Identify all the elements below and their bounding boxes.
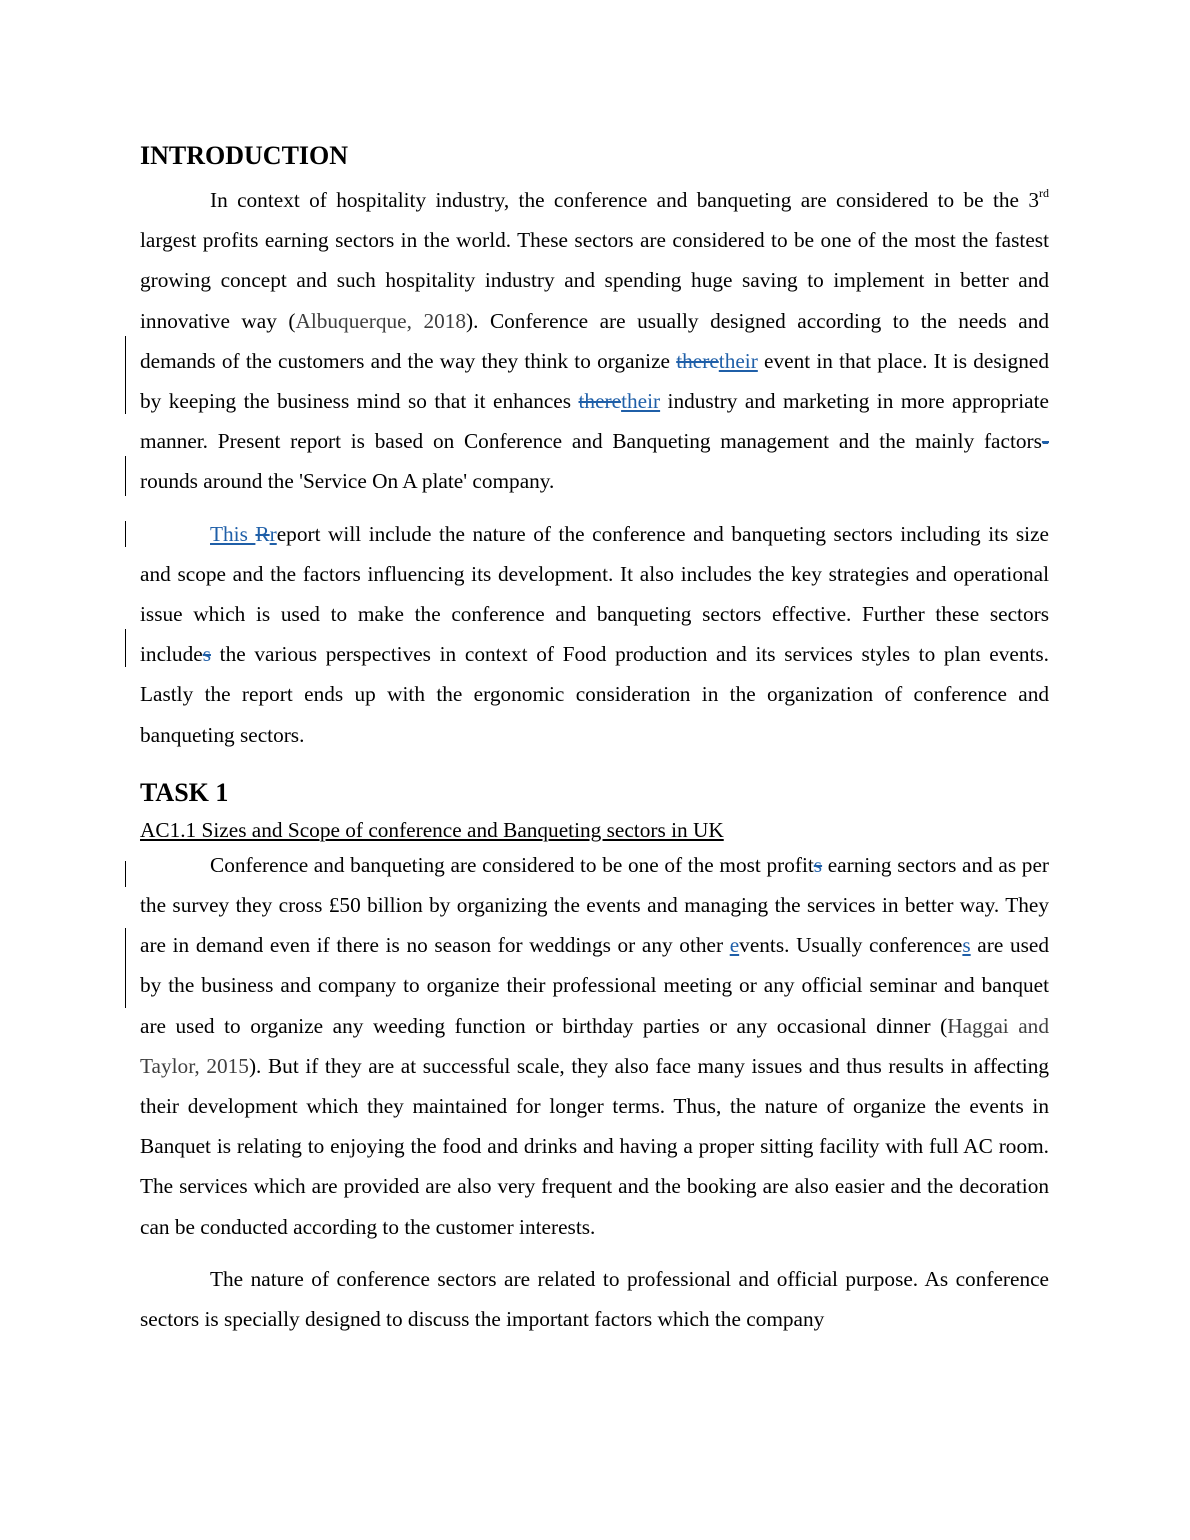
task1-heading: TASK 1 bbox=[140, 777, 229, 807]
citation[interactable]: Albuquerque, 2018 bbox=[295, 308, 467, 333]
tracked-insertion[interactable]: their bbox=[718, 348, 758, 373]
tracked-insertion[interactable]: s bbox=[962, 933, 971, 958]
tracked-insertion[interactable]: This bbox=[210, 521, 256, 546]
ac11-subheading: AC1.1 Sizes and Scope of conference and Banqueting sectors in UK bbox=[140, 817, 724, 842]
tracked-insertion[interactable]: e bbox=[729, 933, 740, 958]
tracked-deletion[interactable]: - bbox=[1041, 429, 1049, 454]
change-bar bbox=[125, 861, 126, 887]
intro-paragraph-1: In context of hospitality industry, the conference and banqueting are considered to be the 3rd largest profits earning sectors in the world. These sectors are considered to be one of the most the fastest growing concept and such hospitality industry and spending huge saving to implement in better and innovative way (Albuquerque, 2018). Conference are usually designed according to the needs and demands of the customers and the way they think to organize theretheir event in that place. It is designed by keeping the business mind so that it enhances theretheir industry and marketing in more appropriate manner. Present report is based on Conference and Banqueting management and the mainly factors- rounds around the 'Service On A plate' company. bbox=[140, 185, 1050, 494]
intro-paragraph-2: This Rreport will include the nature of the conference and banqueting sectors including its size and scope and the factors influencing its development. It also includes the key strategies and operational issue which is used to make the conference and banqueting sectors effective. Further these sectors includes the various perspectives in context of Food production and its services styles to plan events. Lastly the report ends up with the ergonomic consideration in the organization of conference and banqueting sectors. bbox=[140, 521, 1049, 747]
ordinal-superscript: rd bbox=[1039, 185, 1049, 200]
change-bar bbox=[125, 629, 126, 667]
tracked-insertion[interactable]: r bbox=[269, 521, 277, 546]
tracked-deletion[interactable]: s bbox=[813, 852, 823, 877]
tracked-deletion[interactable]: there bbox=[578, 389, 622, 414]
introduction-heading: INTRODUCTION bbox=[140, 141, 349, 170]
tracked-insertion[interactable]: their bbox=[621, 389, 661, 414]
tracked-deletion[interactable]: R bbox=[255, 521, 270, 546]
change-bar bbox=[125, 456, 126, 496]
change-bar bbox=[125, 521, 126, 547]
change-bar bbox=[125, 336, 126, 414]
task1-paragraph-2: The nature of conference sectors are related to professional and official purpose. As conference sectors is specially designed to discuss the important factors which the company bbox=[140, 1266, 1049, 1332]
tracked-deletion[interactable]: s bbox=[202, 642, 211, 667]
tracked-deletion[interactable]: there bbox=[676, 348, 719, 373]
change-bar bbox=[125, 928, 126, 1008]
document-page bbox=[140, 138, 1049, 1339]
citation[interactable]: Haggai and Taylor, 2015 bbox=[140, 1013, 1049, 1078]
task1-paragraph-1: Conference and banqueting are considered to be one of the most profits earning sectors and as per the survey they cross £50 billion by organizing the events and managing the services in better way. They are in demand even if there is no season for weddings or any other events. Usually conferences are used by the business and company to organize their professional meeting or any official seminar and banquet are used to organize any weeding function or birthday parties or any occasional dinner (Haggai and Taylor, 2015). But if they are at successful scale, they also face many issues and thus results in affecting their development which they maintained for longer terms. Thus, the nature of organize the events in Banquet is relating to enjoying the food and drinks and having a proper sitting facility with full AC room. The services which are provided are also very frequent and the booking are also easier and the decoration can be conducted according to the customer interests. bbox=[140, 852, 1050, 1239]
